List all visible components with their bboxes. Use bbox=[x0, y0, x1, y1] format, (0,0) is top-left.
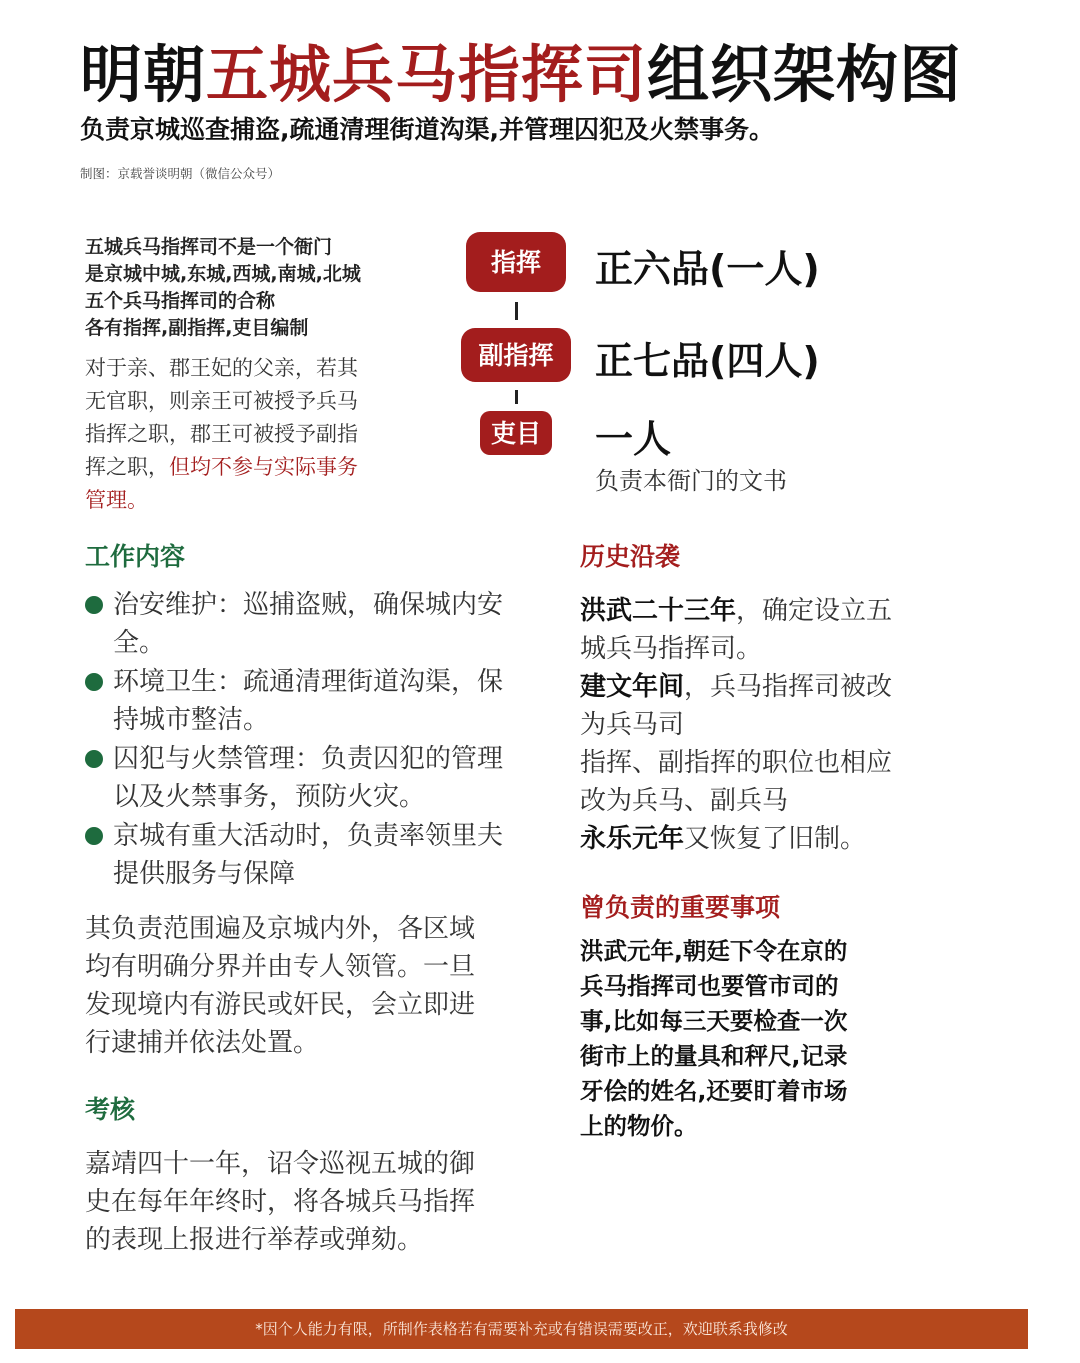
badge-commander: 指挥 bbox=[466, 232, 566, 292]
work-list bbox=[85, 586, 505, 894]
rank-deputy: 正七品(四人) bbox=[595, 339, 820, 383]
history-year: 洪武二十三年 bbox=[580, 596, 737, 626]
list-item bbox=[85, 663, 505, 739]
intro-text-red: 但均不参与实际事务管理。 bbox=[85, 455, 358, 512]
important-line: 兵马指挥司也要管市司的 bbox=[580, 972, 839, 1000]
history-text: 指挥、副指挥的职位也相应改为兵马、副兵马 bbox=[580, 748, 893, 816]
history-text: 又恢复了旧制。 bbox=[684, 824, 867, 854]
history-item bbox=[580, 744, 900, 820]
history-item bbox=[580, 820, 900, 858]
history-heading: 历史沿袭 bbox=[580, 542, 681, 571]
history-paragraph bbox=[580, 592, 900, 858]
list-item bbox=[85, 586, 505, 662]
list-item-text: 囚犯与火禁管理：负责囚犯的管理以及火禁事务，预防火灾。 bbox=[113, 744, 504, 812]
important-line: 街市上的量具和秤尺,记录 bbox=[580, 1042, 848, 1070]
intro-text-normal: 对于亲、郡王妃的父亲，若其无官职，则亲王可被授予兵马指挥之职，郡王可被授予副指挥之职， bbox=[85, 356, 358, 479]
history-item bbox=[580, 592, 900, 668]
important-line: 事,比如每三天要检查一次 bbox=[580, 1007, 848, 1035]
assessment-heading: 考核 bbox=[85, 1095, 136, 1124]
work-heading: 工作内容 bbox=[85, 542, 186, 571]
list-item-text: 环境卫生：疏通清理街道沟渠，保持城市整洁。 bbox=[113, 667, 504, 735]
list-item-text: 治安维护：巡捕盗贼，确保城内安全。 bbox=[113, 590, 504, 658]
badge-clerk: 吏目 bbox=[480, 411, 552, 455]
important-line: 牙侩的姓名,还要盯着市场 bbox=[580, 1077, 848, 1105]
title-highlight: 五城兵马指挥司 bbox=[206, 38, 648, 111]
title-suffix: 组织架构图 bbox=[647, 38, 963, 111]
title-prefix: 明朝 bbox=[80, 38, 207, 111]
page-title bbox=[80, 38, 962, 112]
badge-deputy: 副指挥 bbox=[461, 328, 571, 382]
rank-commander: 正六品(一人) bbox=[595, 247, 820, 291]
important-heading: 曾负责的重要事项 bbox=[580, 893, 781, 922]
intro-line: 是京城中城,东城,西城,南城,北城 bbox=[85, 263, 361, 285]
org-connector bbox=[515, 302, 518, 320]
bullet-dot-icon bbox=[85, 827, 103, 845]
bullet-dot-icon bbox=[85, 596, 103, 614]
list-item-text: 京城有重大活动时，负责率领里夫提供服务与保障 bbox=[113, 821, 504, 889]
clerk-note: 负责本衙门的文书 bbox=[595, 467, 787, 495]
scope-paragraph: 其负责范围遍及京城内外，各区域均有明确分界并由专人领管。一旦发现境内有游民或奸民，会立即进行逮捕并依法处置。 bbox=[85, 914, 476, 1058]
list-item bbox=[85, 740, 505, 816]
assessment-paragraph: 嘉靖四十一年，诏令巡视五城的御史在每年年终时，将各城兵马指挥的表现上报进行举荐或弹劾。 bbox=[85, 1149, 476, 1255]
rank-clerk: 一人 bbox=[595, 417, 672, 461]
intro-line: 五城兵马指挥司不是一个衙门 bbox=[85, 236, 333, 258]
credit-line: 制图：京载誉谈明朝（微信公众号） bbox=[80, 166, 281, 181]
list-item bbox=[85, 817, 505, 893]
page-subtitle: 负责京城巡查捕盗,疏通清理街道沟渠,并管理囚犯及火禁事务。 bbox=[80, 115, 774, 144]
bullet-dot-icon bbox=[85, 750, 103, 768]
footer-bar: *因个人能力有限，所制作表格若有需要补充或有错误需要改正，欢迎联系我修改 bbox=[15, 1309, 1028, 1349]
important-paragraph bbox=[580, 934, 900, 1144]
bullet-dot-icon bbox=[85, 673, 103, 691]
org-connector bbox=[515, 390, 518, 404]
intro-paragraph bbox=[85, 352, 365, 517]
important-line: 洪武元年,朝廷下令在京的 bbox=[580, 937, 848, 965]
history-item bbox=[580, 668, 900, 744]
intro-line: 各有指挥,副指挥,吏目编制 bbox=[85, 317, 309, 339]
history-year: 建文年间 bbox=[580, 672, 685, 702]
history-text: ，确定设立五城兵马指挥司。 bbox=[580, 596, 893, 664]
history-text: ，兵马指挥司被改为兵马司 bbox=[580, 672, 893, 740]
important-line: 上的物价。 bbox=[580, 1112, 698, 1140]
intro-line: 五个兵马指挥司的合称 bbox=[85, 290, 276, 312]
intro-summary bbox=[85, 234, 385, 342]
history-year: 永乐元年 bbox=[580, 824, 685, 854]
